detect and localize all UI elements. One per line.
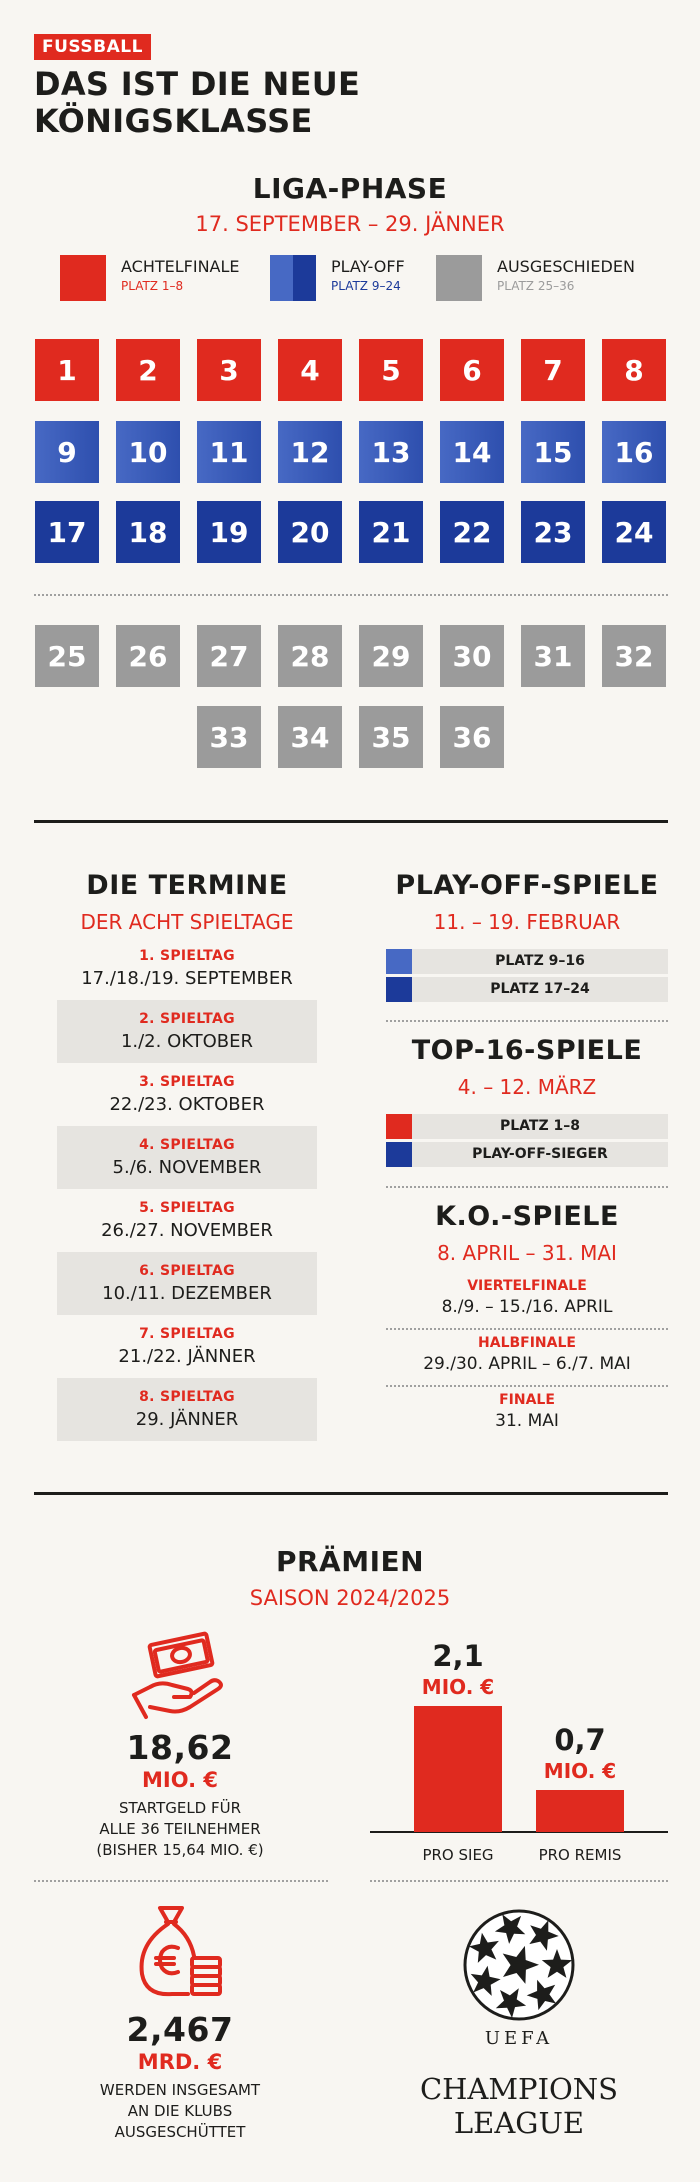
spieltag-row [57,1126,317,1189]
termine-subtitle: DER ACHT SPIELTAGE [80,910,294,934]
playoff-row [386,977,668,1002]
chart-category-label: PRO SIEG [422,1846,494,1864]
spieltag-row [57,1252,317,1315]
start-unit: MIO. € [141,1768,218,1792]
section-tag: FUSSBALL [34,34,151,60]
spieltag-date: 21./22. JÄNNER [118,1346,256,1367]
chart-bar [536,1790,624,1832]
divider-dotted [34,1880,328,1882]
place-tile: 1 [35,339,99,401]
place-tile: 26 [116,625,180,687]
ko-round-label: FINALE [499,1392,555,1408]
spieltag-row [57,937,317,1000]
legend-swatch-red [60,255,106,301]
place-tile: 25 [35,625,99,687]
ko-round-date: 29./30. APRIL – 6./7. MAI [423,1354,631,1374]
playoff-row-label: PLATZ 9–16 [412,949,668,974]
spieltag-date: 17./18./19. SEPTEMBER [81,968,293,989]
praemien-title: PRÄMIEN [275,1545,425,1578]
place-tile: 10 [116,421,180,483]
place-tile: 22 [440,501,504,563]
spieltag-label: 4. SPIELTAG [139,1137,235,1153]
legend-title: AUSGESCHIEDEN [497,257,635,276]
place-tile: 18 [116,501,180,563]
ko-round [386,1278,668,1317]
swatch-blue-dark [386,977,412,1002]
place-tile: 20 [278,501,342,563]
playoff-dates: 11. – 19. FEBRUAR [433,910,621,934]
ko-round-date: 31. MAI [495,1411,559,1431]
top16-row [386,1142,668,1167]
place-tile: 34 [278,706,342,768]
ko-round-label: VIERTELFINALE [467,1278,587,1294]
section-rule [34,820,668,823]
place-tile: 33 [197,706,261,768]
ko-title: K.O.-SPIELE [435,1201,619,1232]
logo-line: LEAGUE [453,2106,585,2140]
spieltag-date: 26./27. NOVEMBER [101,1220,273,1241]
divider-dotted [386,1020,668,1022]
legend-swatch-grey [436,255,482,301]
prize-bar-chart [370,1620,670,1870]
top16-row-label: PLAY-OFF-SIEGER [412,1142,668,1167]
place-tile: 2 [116,339,180,401]
legend-playoff [270,255,405,301]
playoff-row-label: PLATZ 17–24 [412,977,668,1002]
place-tile: 6 [440,339,504,401]
money-hand-icon [130,1625,230,1720]
place-tile: 36 [440,706,504,768]
divider-dotted [386,1328,668,1330]
logo-line: CHAMPIONS [419,2072,619,2106]
swatch-blue-dark [386,1142,412,1167]
divider-dotted [370,1880,668,1882]
place-tile: 9 [35,421,99,483]
place-tile: 5 [359,339,423,401]
ko-dates: 8. APRIL – 31. MAI [437,1241,617,1265]
spieltag-date: 10./11. DEZEMBER [102,1283,272,1304]
place-tile: 28 [278,625,342,687]
start-value: 18,62 [126,1728,234,1767]
place-tile: 27 [197,625,261,687]
spieltag-row [57,1378,317,1441]
spieltag-label: 5. SPIELTAG [139,1200,235,1216]
chart-unit-label: MIO. € [543,1759,617,1783]
playoff-title: PLAY-OFF-SPIELE [395,870,659,901]
place-tile: 30 [440,625,504,687]
top16-title: TOP-16-SPIELE [411,1035,643,1066]
place-tile: 17 [35,501,99,563]
top16-row [386,1114,668,1139]
place-tile: 23 [521,501,585,563]
playoff-row [386,949,668,974]
liga-title: LIGA-PHASE [252,172,448,205]
divider-dotted [386,1186,668,1188]
liga-dates: 17. SEPTEMBER – 29. JÄNNER [195,212,505,236]
chart-value-label: 0,7 [554,1723,606,1757]
swatch-red [386,1114,412,1139]
ko-round-label: HALBFINALE [478,1335,576,1351]
spieltag-label: 8. SPIELTAG [139,1389,235,1405]
place-tile: 4 [278,339,342,401]
place-tile: 14 [440,421,504,483]
legend-achtelfinale [60,255,240,301]
place-tile: 13 [359,421,423,483]
legend-title: PLAY-OFF [331,257,405,276]
total-text-line: WERDEN INSGESAMT [99,2081,261,2099]
spieltag-label: 2. SPIELTAG [139,1011,235,1027]
total-text-line: AN DIE KLUBS [127,2102,233,2120]
place-tile: 12 [278,421,342,483]
headline-line-2: KÖNIGSKLASSE [34,102,313,140]
total-unit: MRD. € [137,2050,223,2074]
ko-round [386,1335,668,1374]
spieltag-label: 1. SPIELTAG [139,948,235,964]
legend-ausgeschieden [436,255,635,301]
place-tile: 29 [359,625,423,687]
start-text-line: (BISHER 15,64 MIO. €) [96,1841,264,1859]
legend-title: ACHTELFINALE [121,257,240,276]
starball-icon [462,1908,576,2022]
chart-bar [414,1706,502,1832]
spieltag-label: 3. SPIELTAG [139,1074,235,1090]
section-rule [34,1492,668,1495]
headline [34,66,360,140]
top16-dates: 4. – 12. MÄRZ [457,1075,597,1099]
swatch-blue-light [386,949,412,974]
money-bag-icon [130,1900,230,2000]
spieltag-row [57,1315,317,1378]
ko-round-date: 8./9. – 15./16. APRIL [441,1297,613,1317]
chart-category-label: PRO REMIS [538,1846,622,1864]
spieltag-date: 1./2. OKTOBER [120,1031,254,1052]
divider-dotted [386,1385,668,1387]
start-text-line: STARTGELD FÜR [118,1799,242,1817]
chart-value-label: 2,1 [432,1639,484,1673]
spieltag-row [57,1000,317,1063]
top16-row-label: PLATZ 1–8 [412,1114,668,1139]
place-tile: 24 [602,501,666,563]
spieltag-row [57,1189,317,1252]
place-tile: 32 [602,625,666,687]
place-tile: 31 [521,625,585,687]
legend-sub: PLATZ 1–8 [121,279,184,293]
place-tile: 11 [197,421,261,483]
place-tile: 3 [197,339,261,401]
start-text-line: ALLE 36 TEILNEHMER [99,1820,261,1838]
spieltag-row [57,1063,317,1126]
spieltag-date: 29. JÄNNER [135,1409,239,1430]
ko-round [386,1392,668,1431]
place-tile: 16 [602,421,666,483]
place-tile: 15 [521,421,585,483]
total-text-line: AUSGESCHÜTTET [114,2123,246,2141]
total-value: 2,467 [126,2010,234,2049]
legend-sub: PLATZ 9–24 [331,279,401,293]
place-tile: 21 [359,501,423,563]
start-text [60,1798,300,1861]
place-tile: 35 [359,706,423,768]
spieltag-date: 5./6. NOVEMBER [112,1157,262,1178]
place-tile: 8 [602,339,666,401]
legend-swatch-blue [270,255,316,301]
chart-unit-label: MIO. € [421,1675,495,1699]
praemien-subtitle: SAISON 2024/2025 [249,1586,451,1610]
termine-title: DIE TERMINE [86,870,288,901]
divider-dotted [34,594,668,596]
place-tile: 19 [197,501,261,563]
spieltag-label: 6. SPIELTAG [139,1263,235,1279]
total-text [60,2080,300,2143]
spieltag-label: 7. SPIELTAG [139,1326,235,1342]
legend-sub: PLATZ 25–36 [497,279,575,293]
headline-line-1: DAS IST DIE NEUE [34,65,361,103]
uefa-wordmark: UEFA [484,2028,554,2049]
place-tile: 7 [521,339,585,401]
champions-league-wordmark [390,2072,648,2140]
spieltag-date: 22./23. OKTOBER [109,1094,265,1115]
